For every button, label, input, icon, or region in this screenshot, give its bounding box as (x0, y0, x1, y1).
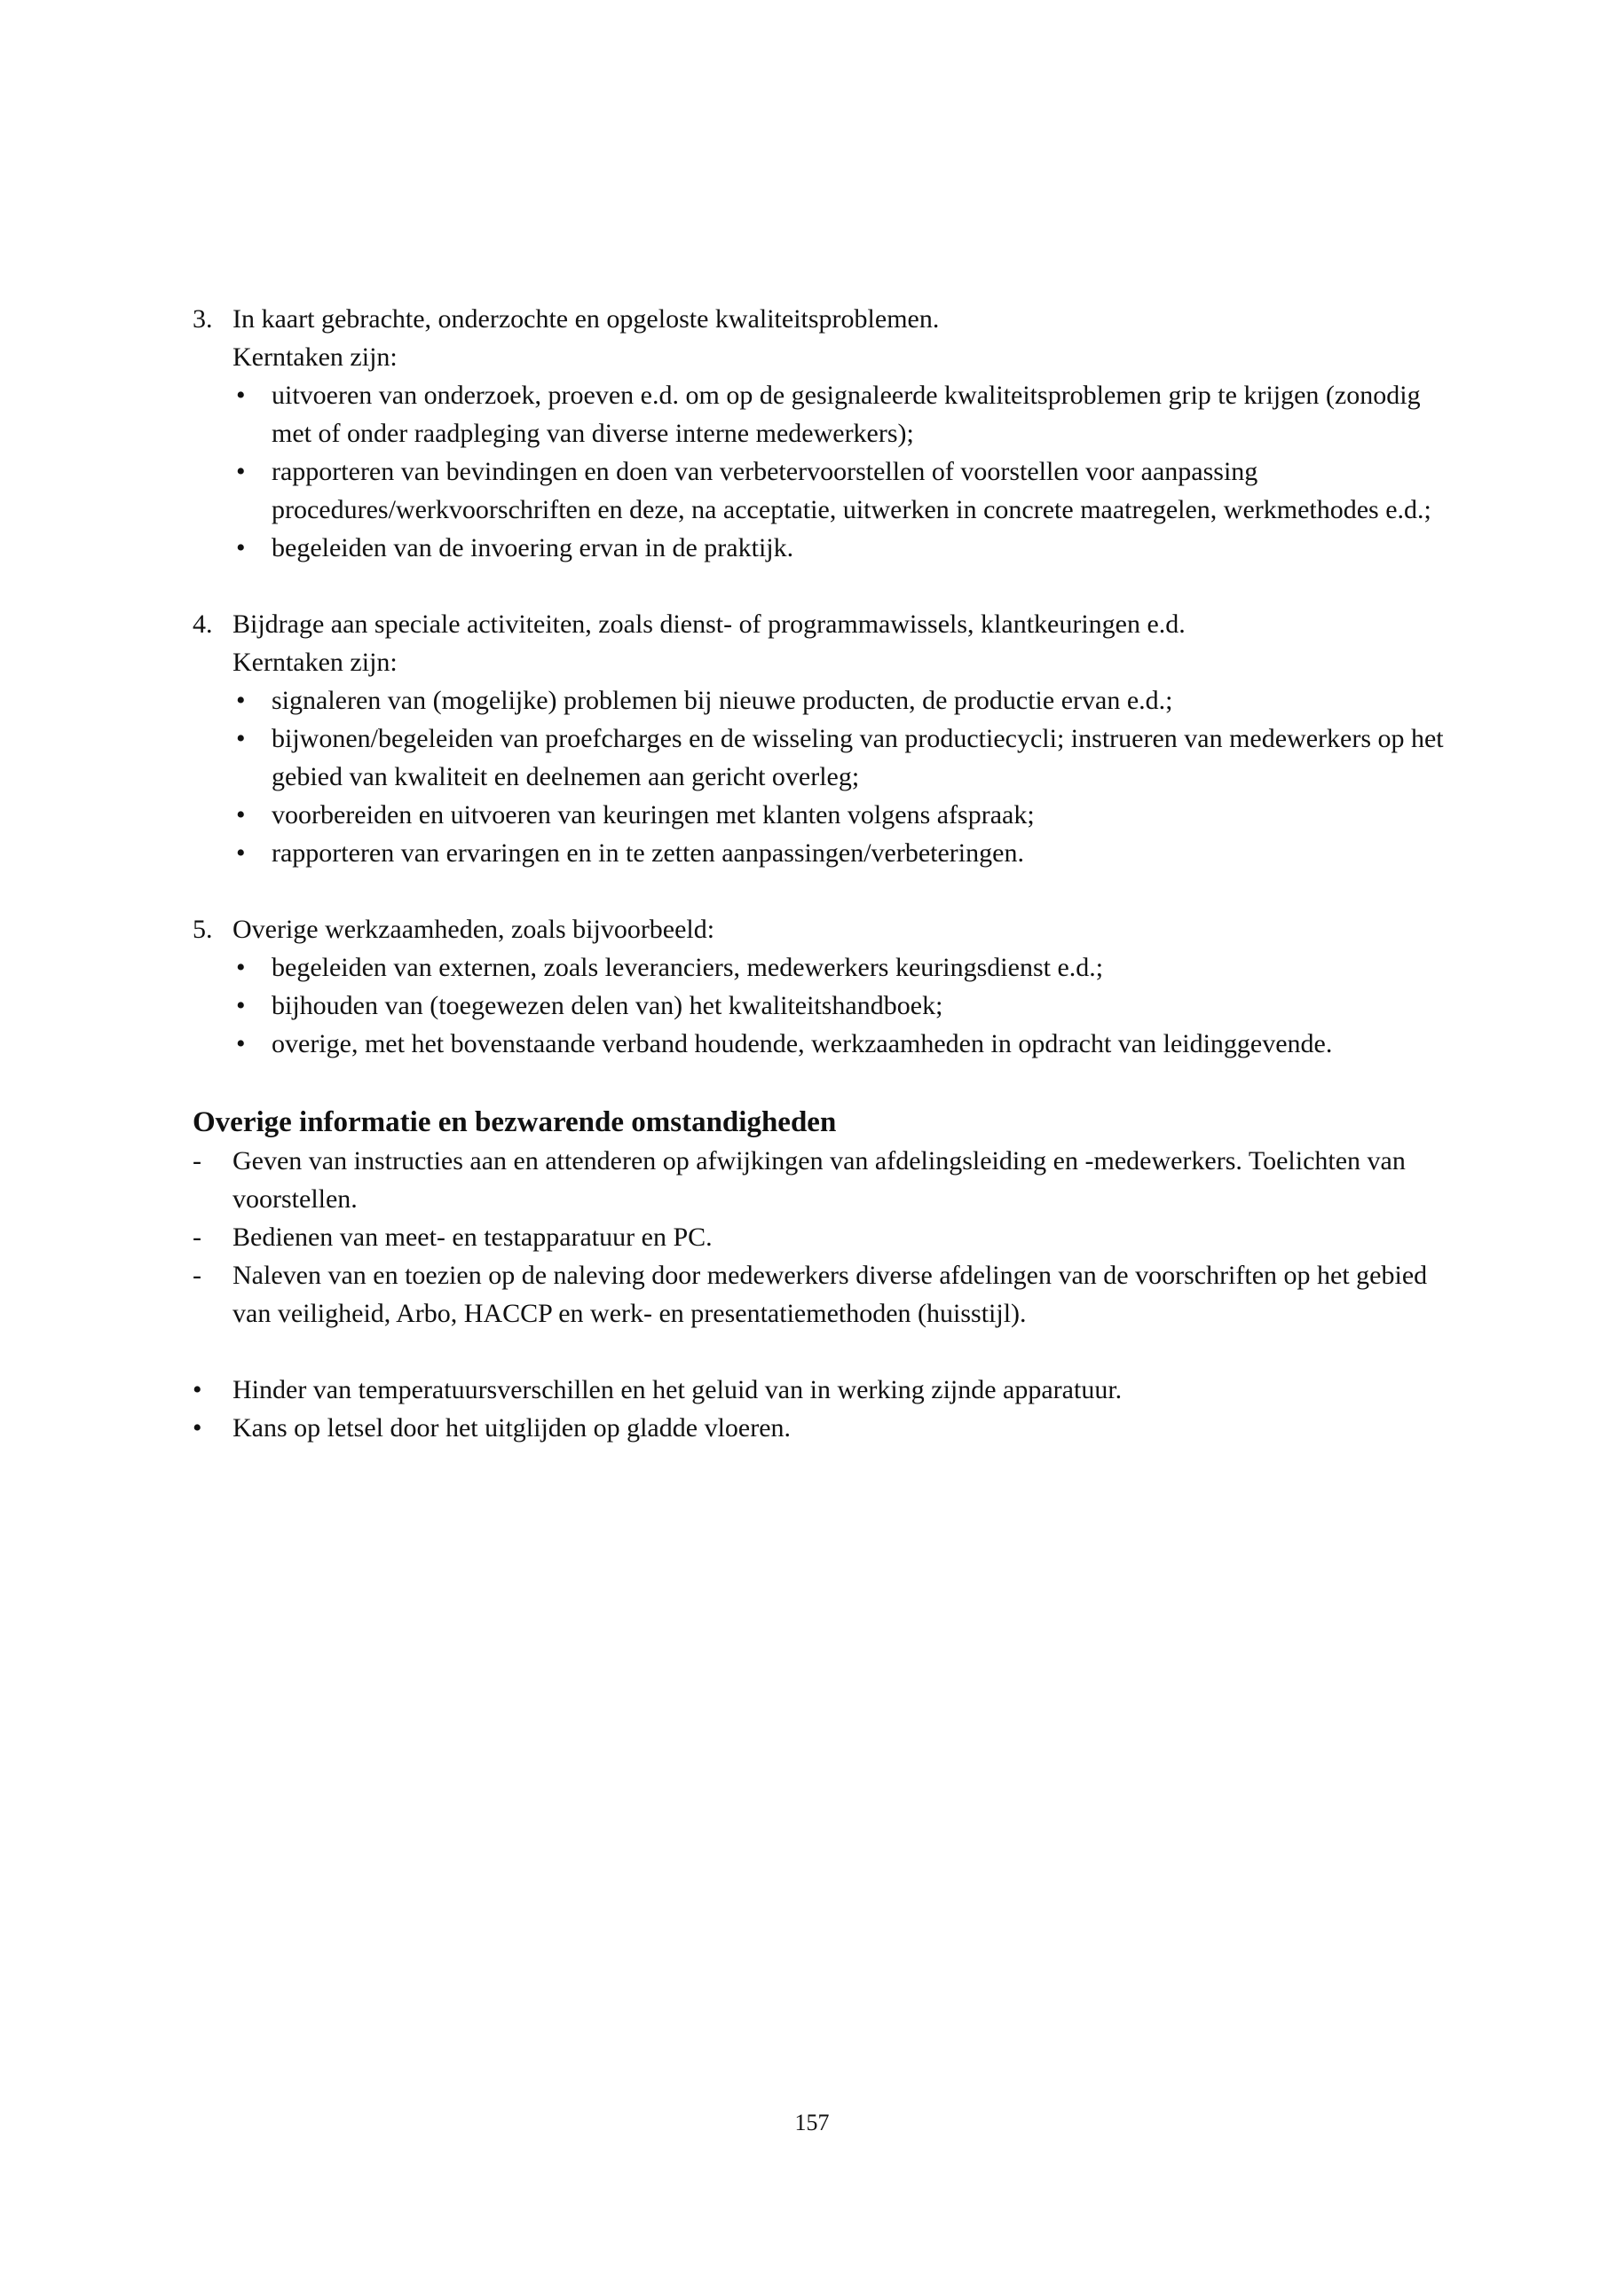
bullet-icon: • (236, 991, 246, 1020)
list-item (193, 1409, 1453, 1447)
hazard-list (193, 1371, 1453, 1447)
section-heading: Overige informatie en bezwarende omstandigheden (193, 1106, 837, 1138)
list-item-text: rapporteren van bevindingen en doen van verbetervoorstellen of voorstellen voor aanpassing procedures/werkvoorschriften en deze, na acceptatie, uitwerken in concrete maatregelen, werkmethodes e.d.; (272, 457, 1431, 524)
list-item-text: voorbereiden en uitvoeren van keuringen met klanten volgens afspraak; (272, 800, 1035, 830)
dash-list (193, 1142, 1453, 1333)
item-title: Bijdrage aan speciale activiteiten, zoals dienst- of programmawissels, klantkeuringen e.d. (233, 609, 1186, 639)
list-item (233, 948, 1453, 987)
dash-icon: - (193, 1261, 201, 1290)
list-item (233, 1025, 1453, 1063)
list-item-text: begeleiden van externen, zoals leveranciers, medewerkers keuringsdienst e.d.; (272, 953, 1104, 982)
list-item-text: begeleiden van de invoering ervan in de praktijk. (272, 533, 794, 562)
list-item-text: Hinder van temperatuursverschillen en het geluid van in werking zijnde apparatuur. (233, 1375, 1123, 1404)
dash-icon: - (193, 1146, 201, 1176)
item-title: Overige werkzaamheden, zoals bijvoorbeeld: (233, 915, 715, 944)
item-title: In kaart gebrachte, onderzochte en opgeloste kwaliteitsproblemen. (233, 304, 940, 334)
bullet-icon: • (236, 838, 246, 868)
list-item (233, 719, 1453, 796)
task-list (233, 681, 1453, 872)
list-item (233, 681, 1453, 719)
list-item (233, 834, 1453, 872)
bullet-icon: • (236, 724, 246, 753)
list-item (233, 529, 1453, 567)
bullet-icon: • (236, 381, 246, 410)
item-number: 5. (193, 915, 213, 944)
item-number: 4. (193, 609, 213, 639)
list-item (233, 452, 1453, 529)
list-item (193, 1218, 1453, 1256)
item-number: 3. (193, 304, 213, 334)
bullet-icon: • (236, 457, 246, 486)
list-item-text: Naleven van en toezien op de naleving door medewerkers diverse afdelingen van de voorschriften op het gebied van veiligheid, Arbo, HACCP en werk- en presentatiemethoden (huisstijl). (233, 1261, 1428, 1328)
bullet-icon: • (236, 533, 246, 562)
bullet-icon: • (236, 686, 246, 715)
list-item (193, 1142, 1453, 1218)
list-item-text: bijhouden van (toegewezen delen van) het kwaliteitshandboek; (272, 991, 943, 1020)
item-subtitle: Kerntaken zijn: (233, 342, 398, 372)
list-item-text: uitvoeren van onderzoek, proeven e.d. om op de gesignaleerde kwaliteitsproblemen grip te krijgen (zonodig met of onder raadpleging van diverse interne medewerkers); (272, 381, 1421, 448)
list-item-text: signaleren van (mogelijke) problemen bij nieuwe producten, de productie ervan e.d.; (272, 686, 1173, 715)
dash-icon: - (193, 1223, 201, 1252)
list-item (233, 796, 1453, 834)
task-list (233, 948, 1453, 1063)
list-item (233, 987, 1453, 1025)
numbered-item-3 (193, 300, 1453, 567)
list-item (193, 1256, 1453, 1333)
bullet-icon: • (193, 1413, 202, 1443)
list-item-text: bijwonen/begeleiden van proefcharges en de wisseling van productiecycli; instrueren van medewerkers op het gebied van kwaliteit en deelnemen aan gericht overleg; (272, 724, 1444, 791)
item-subtitle: Kerntaken zijn: (233, 648, 398, 677)
numbered-item-4 (193, 605, 1453, 872)
list-item (193, 1371, 1453, 1409)
bullet-icon: • (236, 1029, 246, 1058)
list-item-text: rapporteren van ervaringen en in te zetten aanpassingen/verbeteringen. (272, 838, 1024, 868)
list-item-text: Kans op letsel door het uitglijden op gladde vloeren. (233, 1413, 792, 1443)
task-list (233, 376, 1453, 567)
page-content (193, 300, 1453, 1447)
list-item-text: Bedienen van meet- en testapparatuur en PC. (233, 1223, 713, 1252)
list-item-text: Geven van instructies aan en attenderen op afwijkingen van afdelingsleiding en -medewerkers. Toelichten van voorstellen. (233, 1146, 1406, 1214)
page-number: 157 (794, 2110, 830, 2135)
list-item-text: overige, met het bovenstaande verband houdende, werkzaamheden in opdracht van leidinggevende. (272, 1029, 1333, 1058)
bullet-icon: • (193, 1375, 202, 1404)
bullet-icon: • (236, 800, 246, 830)
numbered-item-5 (193, 910, 1453, 1063)
bullet-icon: • (236, 953, 246, 982)
list-item (233, 376, 1453, 452)
